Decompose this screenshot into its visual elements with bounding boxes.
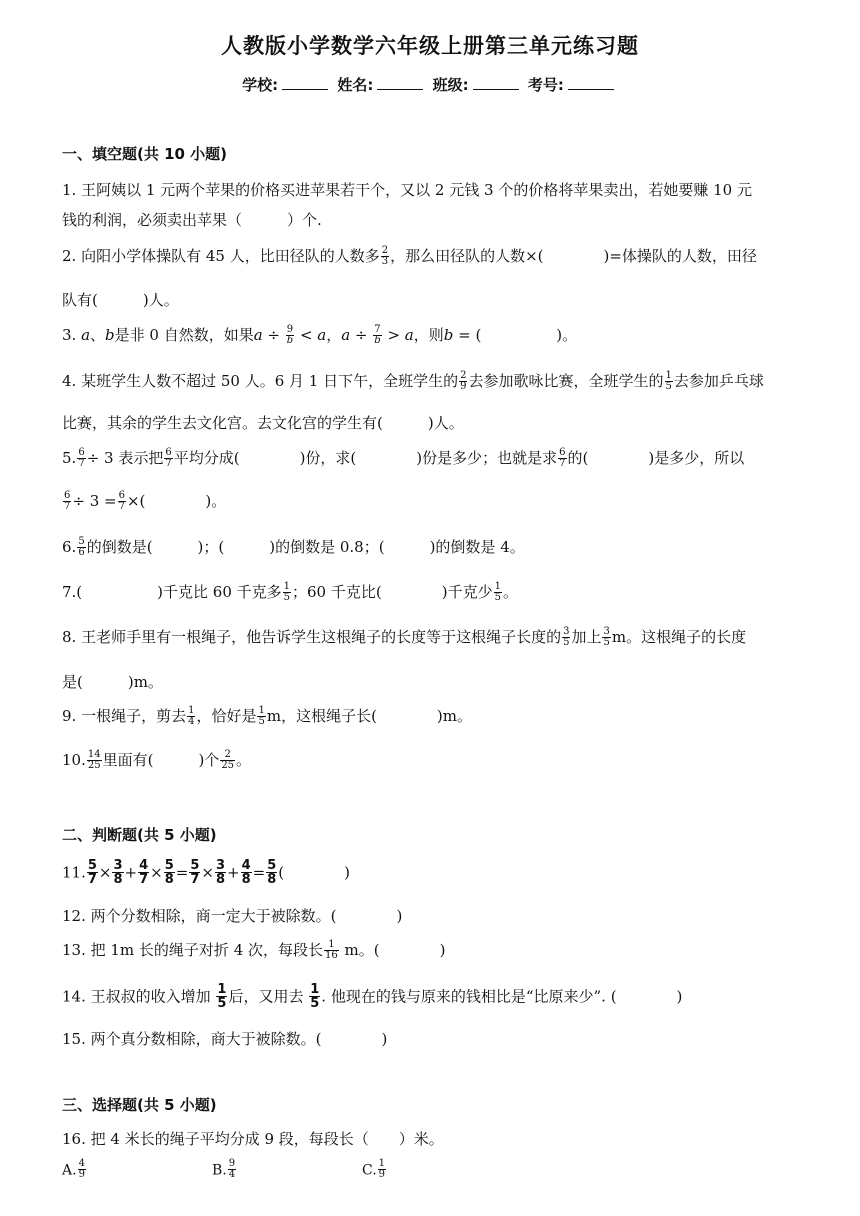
numerator: 3	[215, 858, 226, 873]
option-b-label: B.	[212, 1162, 227, 1179]
fraction-4-7	[138, 859, 149, 886]
q6-text-1: 6.	[62, 538, 77, 556]
denominator: 7	[78, 457, 85, 469]
question-11	[62, 860, 832, 887]
numerator: 3	[563, 625, 570, 637]
fraction-1-5	[494, 582, 502, 603]
denominator: 7	[64, 500, 71, 512]
numerator: 6	[64, 489, 71, 501]
q9-text-1: 9. 一根绳子，剪去	[62, 707, 187, 725]
q2-text-1: 2. 向阳小学体操队有 45 人，比田径队的人数多	[62, 247, 380, 265]
question-7	[62, 581, 832, 604]
fraction-1-5	[257, 706, 265, 727]
denominator: 3	[381, 255, 389, 267]
fraction-6-7	[558, 448, 566, 469]
fraction-5-7	[87, 859, 98, 886]
numerator: 6	[78, 446, 85, 458]
question-12: 12. 两个分数相除，商一定大于被除数。( )	[62, 907, 403, 925]
fraction-2-25	[220, 750, 235, 771]
option-a[interactable]	[62, 1160, 87, 1181]
fraction-3-5	[562, 627, 570, 648]
numerator: 6	[165, 446, 172, 458]
question-4-line-1	[62, 370, 832, 393]
denominator: 5	[283, 591, 291, 603]
numerator: 5	[267, 858, 277, 873]
question-2-line-1	[62, 245, 832, 268]
fraction-2-9	[459, 371, 467, 392]
fraction-1-9	[378, 1159, 386, 1180]
numerator: 3	[603, 625, 610, 637]
denominator: 8	[164, 872, 174, 887]
question-8-line-1	[62, 626, 832, 649]
q11-answer-blank[interactable]: ( )	[278, 863, 350, 882]
numerator: 5	[164, 858, 174, 873]
q5-text-5: ÷ 3 =	[72, 492, 117, 510]
denominator: 8	[241, 872, 251, 887]
numerator: 7	[374, 323, 381, 335]
class-label: 班级:	[432, 76, 469, 94]
q9-text-2: ，恰好是	[196, 707, 257, 725]
times-sign: ×	[201, 863, 214, 882]
fraction-3-8	[112, 859, 123, 886]
numerator: 5	[190, 858, 200, 873]
question-15: 15. 两个真分数相除，商大于被除数。( )	[62, 1030, 388, 1048]
q7-text-1: 7.( )千克比 60 千克多	[62, 583, 282, 601]
plus-sign: +	[124, 863, 138, 882]
fraction-5-6	[77, 537, 85, 558]
q8-text-2: 加上	[571, 628, 602, 646]
question-5-line-1	[62, 447, 832, 470]
question-10	[62, 749, 832, 772]
fraction-3-5	[602, 627, 610, 648]
question-3	[62, 324, 832, 347]
equals-sign: =	[252, 863, 266, 882]
denominator: 7	[190, 872, 200, 887]
fraction-1-4	[187, 706, 195, 727]
numerator: 1	[378, 1158, 386, 1169]
denominator: 7	[118, 500, 125, 512]
numerator: 2	[460, 369, 467, 381]
equals-sign: =	[175, 863, 189, 882]
question-16: 16. 把 4 米长的绳子平均分成 9 段，每段长（ ）米。	[62, 1130, 444, 1148]
q14-text-3: . 他现在的钱与原来的钱相比是“比原来少”. ( )	[321, 987, 683, 1006]
denominator: 𝑏	[286, 334, 294, 346]
fraction-6-7	[164, 448, 172, 469]
question-4-line-2: 比赛，其余的学生去文化宫。去文化宫的学生有( )人。	[62, 414, 464, 432]
question-2-line-2: 队有( )人。	[62, 291, 179, 309]
denominator: 8	[215, 872, 226, 887]
q8-text-1: 8. 王老师手里有一根绳子，他告诉学生这根绳子的长度等于这根绳子长度的	[62, 628, 562, 646]
name-blank[interactable]	[377, 77, 423, 90]
numerator: 5	[78, 535, 85, 547]
option-b[interactable]	[212, 1160, 237, 1181]
q8-text-3: m。这根绳子的长度	[611, 628, 747, 646]
fraction-3-8	[215, 859, 226, 886]
denominator: 5	[217, 996, 227, 1011]
denominator: 16	[325, 949, 338, 961]
class-blank[interactable]	[473, 77, 519, 90]
numerator: 4	[139, 858, 149, 873]
numerator: 4	[78, 1158, 85, 1169]
fraction-5-8	[164, 859, 175, 886]
denominator: 8	[113, 872, 123, 887]
numerator: 1	[665, 369, 672, 381]
denominator: 25	[87, 759, 101, 771]
fraction-7-b	[373, 325, 381, 346]
section-fill-blank-heading: 一、填空题(共 10 小题)	[62, 145, 228, 163]
number-blank[interactable]	[568, 77, 614, 90]
fraction-4-8	[241, 859, 252, 886]
numerator: 2	[220, 750, 235, 761]
numerator: 6	[118, 489, 125, 501]
q5-text-4: 的( )是多少，所以	[567, 449, 745, 467]
denominator: 5	[310, 996, 320, 1011]
fraction-6-7	[118, 491, 126, 512]
denominator: 8	[267, 872, 277, 887]
denominator: 4	[228, 1169, 236, 1180]
fraction-6-7	[63, 491, 71, 512]
q7-text-2: ；60 千克比( )千克少	[292, 583, 493, 601]
numerator: 9	[228, 1158, 236, 1169]
q7-text-3: 。	[502, 583, 518, 601]
q5-text-2: ÷ 3 表示把	[86, 449, 164, 467]
numerator: 2	[381, 244, 389, 256]
denominator: 9	[78, 1169, 85, 1180]
q3-text-2: < 𝑎，𝑎 ÷	[295, 326, 373, 344]
fraction-5-8	[266, 859, 277, 886]
denominator: 𝑏	[374, 334, 381, 346]
school-blank[interactable]	[282, 77, 328, 90]
question-1-line-1: 1. 王阿姨以 1 元两个苹果的价格买进苹果若干个，又以 2 元钱 3 个的价格将苹果卖出，若她要赚 10 元	[62, 181, 752, 199]
fraction-1-16	[324, 940, 339, 961]
q4-text-3: 去参加乒乓球	[673, 372, 764, 390]
q5-text-1: 5.	[62, 449, 77, 467]
numerator: 9	[286, 323, 294, 335]
question-8-line-2: 是( )m。	[62, 673, 163, 691]
numerator: 14	[87, 748, 101, 760]
option-a-label: A.	[62, 1162, 77, 1179]
question-5-line-2	[62, 490, 832, 513]
q3-text-1: 3. 𝑎、𝑏是非 0 自然数，如果𝑎 ÷	[62, 326, 285, 344]
fraction-14-25	[87, 750, 102, 771]
q6-text-2: 的倒数是( )；( )的倒数是 0.8；( )的倒数是 4。	[86, 538, 525, 556]
denominator: 7	[559, 457, 566, 469]
denominator: 9	[460, 380, 467, 392]
numerator: 6	[559, 446, 566, 458]
plus-sign: +	[227, 863, 240, 882]
numerator: 1	[217, 982, 227, 997]
q9-text-3: m，这根绳子长( )m。	[266, 707, 473, 725]
q10-text-2: 里面有( )个	[102, 751, 220, 769]
q5-text-6: ×( )。	[126, 492, 227, 510]
option-c[interactable]	[362, 1160, 387, 1181]
denominator: 5	[494, 591, 501, 603]
fraction-4-9	[78, 1159, 86, 1180]
name-label: 姓名:	[337, 76, 374, 94]
fraction-5-7	[189, 859, 200, 886]
q4-text-2: 去参加歌咏比赛，全班学生的	[468, 372, 664, 390]
times-sign: ×	[150, 863, 163, 882]
fraction-6-7	[77, 448, 85, 469]
fraction-2-3	[381, 246, 389, 267]
question-13	[62, 939, 832, 962]
fraction-1-5	[309, 983, 320, 1010]
q3-text-3: > 𝑎，则𝑏 = ( )。	[382, 326, 578, 344]
section-true-false-heading: 二、判断题(共 5 小题)	[62, 826, 217, 844]
q10-text-3: 。	[236, 751, 252, 769]
fraction-9-b	[286, 325, 294, 346]
numerator: 1	[283, 580, 291, 592]
question-6	[62, 536, 832, 559]
denominator: 4	[188, 715, 195, 727]
fraction-1-5	[283, 582, 291, 603]
numerator: 1	[188, 704, 195, 716]
q11-text-1: 11.	[62, 863, 86, 882]
section-multiple-choice-heading: 三、选择题(共 5 小题)	[62, 1096, 217, 1114]
q13-text-1: 13. 把 1m 长的绳子对折 4 次，每段长	[62, 941, 324, 959]
page-title: 人教版小学数学六年级上册第三单元练习题	[221, 34, 639, 58]
numerator: 3	[113, 858, 123, 873]
question-9	[62, 705, 832, 728]
denominator: 6	[78, 546, 85, 558]
q4-text-1: 4. 某班学生人数不超过 50 人。6 月 1 日下午，全班学生的	[62, 372, 459, 390]
q2-text-2: ，那么田径队的人数×( )=体操队的人数，田径	[390, 247, 757, 265]
numerator: 1	[258, 704, 265, 716]
question-14	[62, 984, 832, 1011]
numerator: 4	[241, 858, 251, 873]
numerator: 1	[310, 982, 320, 997]
numerator: 1	[324, 940, 339, 951]
question-1-line-2: 钱的利润，必须卖出苹果（ ）个.	[62, 211, 322, 229]
denominator: 7	[87, 872, 97, 887]
denominator: 5	[258, 715, 265, 727]
denominator: 25	[221, 759, 235, 771]
q13-text-2: m。( )	[339, 941, 446, 959]
fraction-1-5	[216, 983, 227, 1010]
school-label: 学校:	[242, 76, 279, 94]
denominator: 9	[378, 1169, 386, 1180]
number-label: 考号:	[527, 76, 564, 94]
q14-text-2: 后，又用去	[228, 987, 309, 1006]
denominator: 5	[603, 636, 610, 648]
option-c-label: C.	[362, 1162, 377, 1179]
denominator: 5	[665, 380, 672, 392]
denominator: 7	[165, 457, 172, 469]
student-info-line	[0, 74, 860, 95]
times-sign: ×	[98, 863, 112, 882]
numerator: 1	[494, 580, 501, 592]
q10-text-1: 10.	[62, 751, 86, 769]
numerator: 5	[87, 858, 97, 873]
denominator: 5	[563, 636, 570, 648]
denominator: 7	[139, 872, 149, 887]
fraction-1-5	[665, 371, 673, 392]
fraction-9-4	[228, 1159, 236, 1180]
q5-text-3: 平均分成( )份，求( )份是多少；也就是求	[173, 449, 558, 467]
q14-text-1: 14. 王叔叔的收入增加	[62, 987, 216, 1006]
